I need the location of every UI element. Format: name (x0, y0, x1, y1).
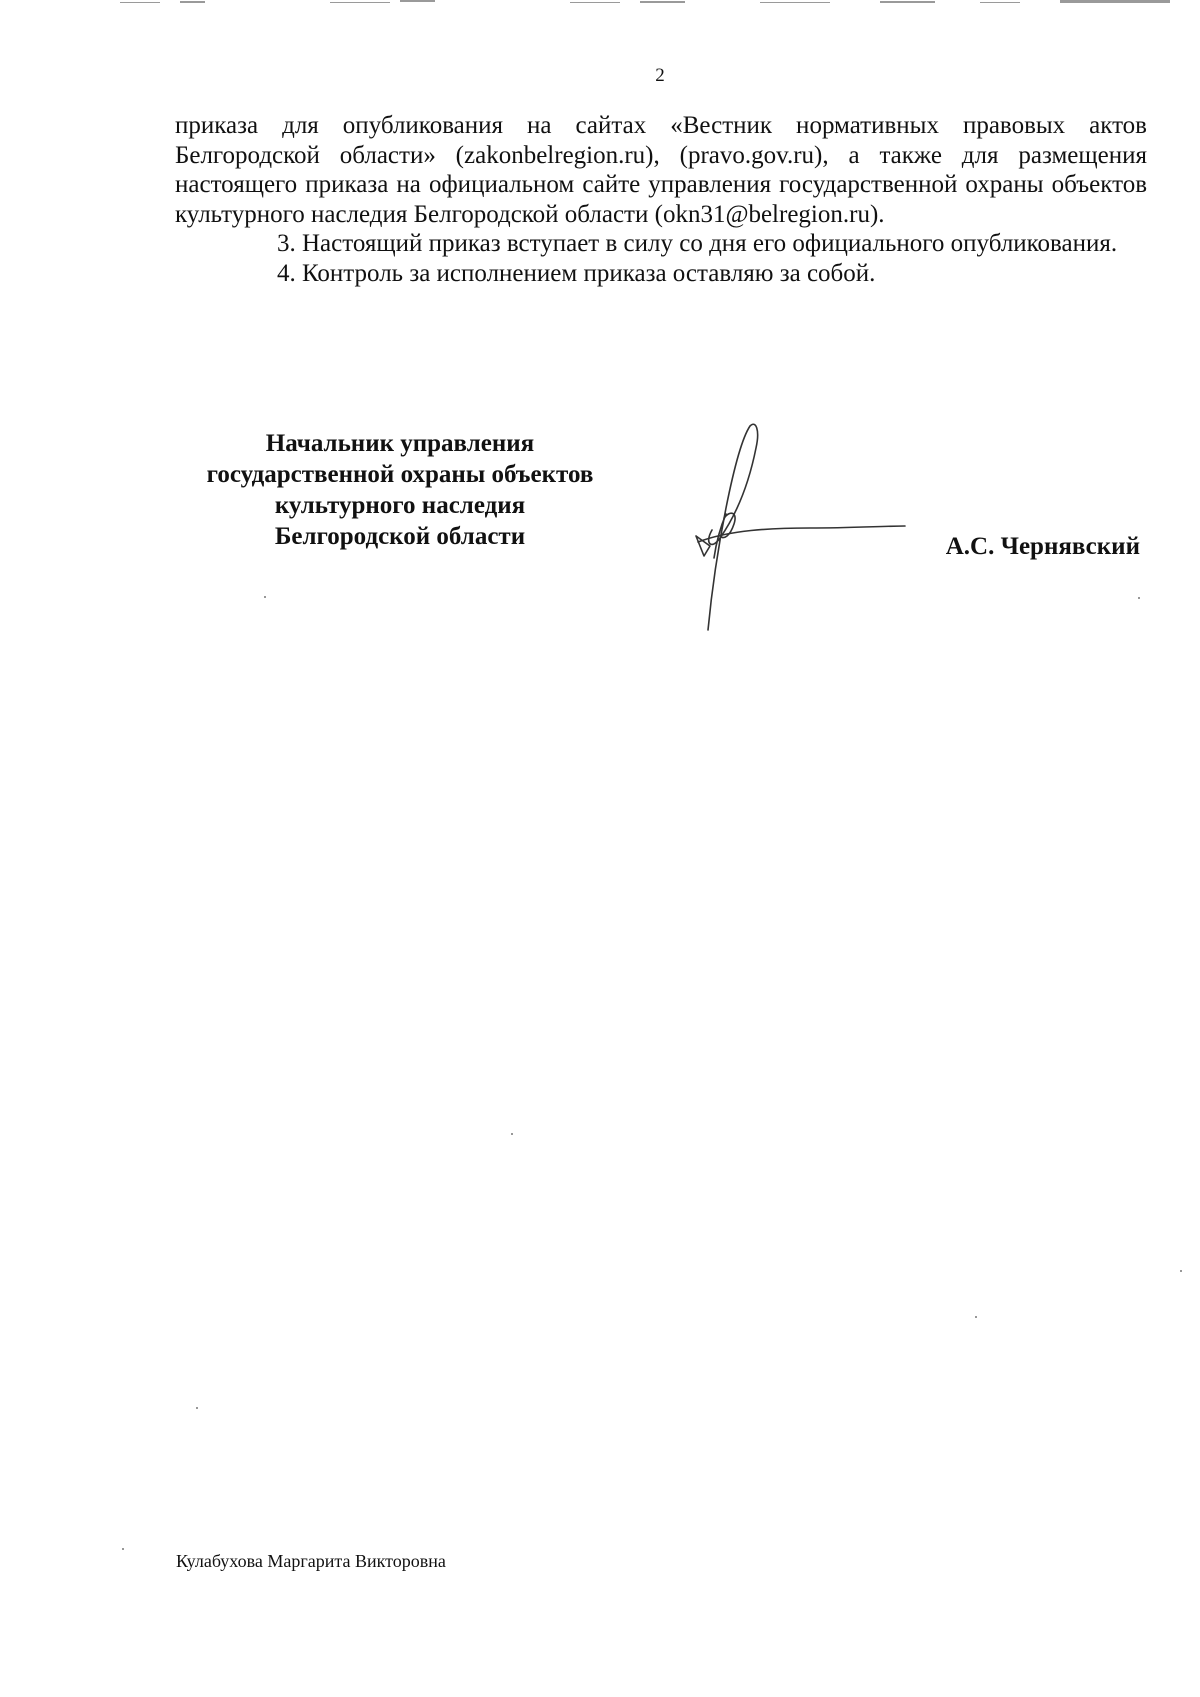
item-3-paragraph: 3. Настоящий приказ вступает в силу со дня его официального опубликования. (277, 230, 1118, 257)
scan-speck (975, 1316, 977, 1318)
signer-title-line: Белгородской области (274, 523, 526, 550)
signer-name: А.С. Чернявский (945, 533, 1140, 560)
scan-speck (1180, 1270, 1182, 1272)
scan-speck (122, 1548, 124, 1550)
document-body (175, 111, 1147, 288)
scan-speck (196, 1407, 198, 1409)
signer-title-line: культурного наследия (274, 492, 526, 519)
scan-edge-artifact (0, 0, 1200, 12)
executor-name: Кулабухова Маргарита Викторовна (176, 1551, 446, 1571)
scan-speck (511, 1133, 513, 1135)
handwritten-signature (690, 418, 920, 633)
item-4-paragraph: 4. Контроль за исполнением приказа оставляю за собой. (277, 259, 876, 287)
scan-speck (1138, 597, 1140, 599)
paragraph-continuation: приказа для опубликования на сайтах «Вестник нормативных правовых актов Белгородской области» (zakonbelregion.ru), (pravo.gov.ru), а также для размещения настоящего приказа на официальном сайте управления государственной охраны объектов культурного наследия Белгородской области (okn31@belregion.ru). (175, 112, 1147, 228)
signer-title-line: государственной охраны объектов (206, 461, 594, 488)
signer-title-block (170, 428, 630, 552)
page-number: 2 (655, 65, 665, 86)
signer-title-line: Начальник управления (265, 430, 535, 457)
scan-speck (264, 596, 266, 598)
